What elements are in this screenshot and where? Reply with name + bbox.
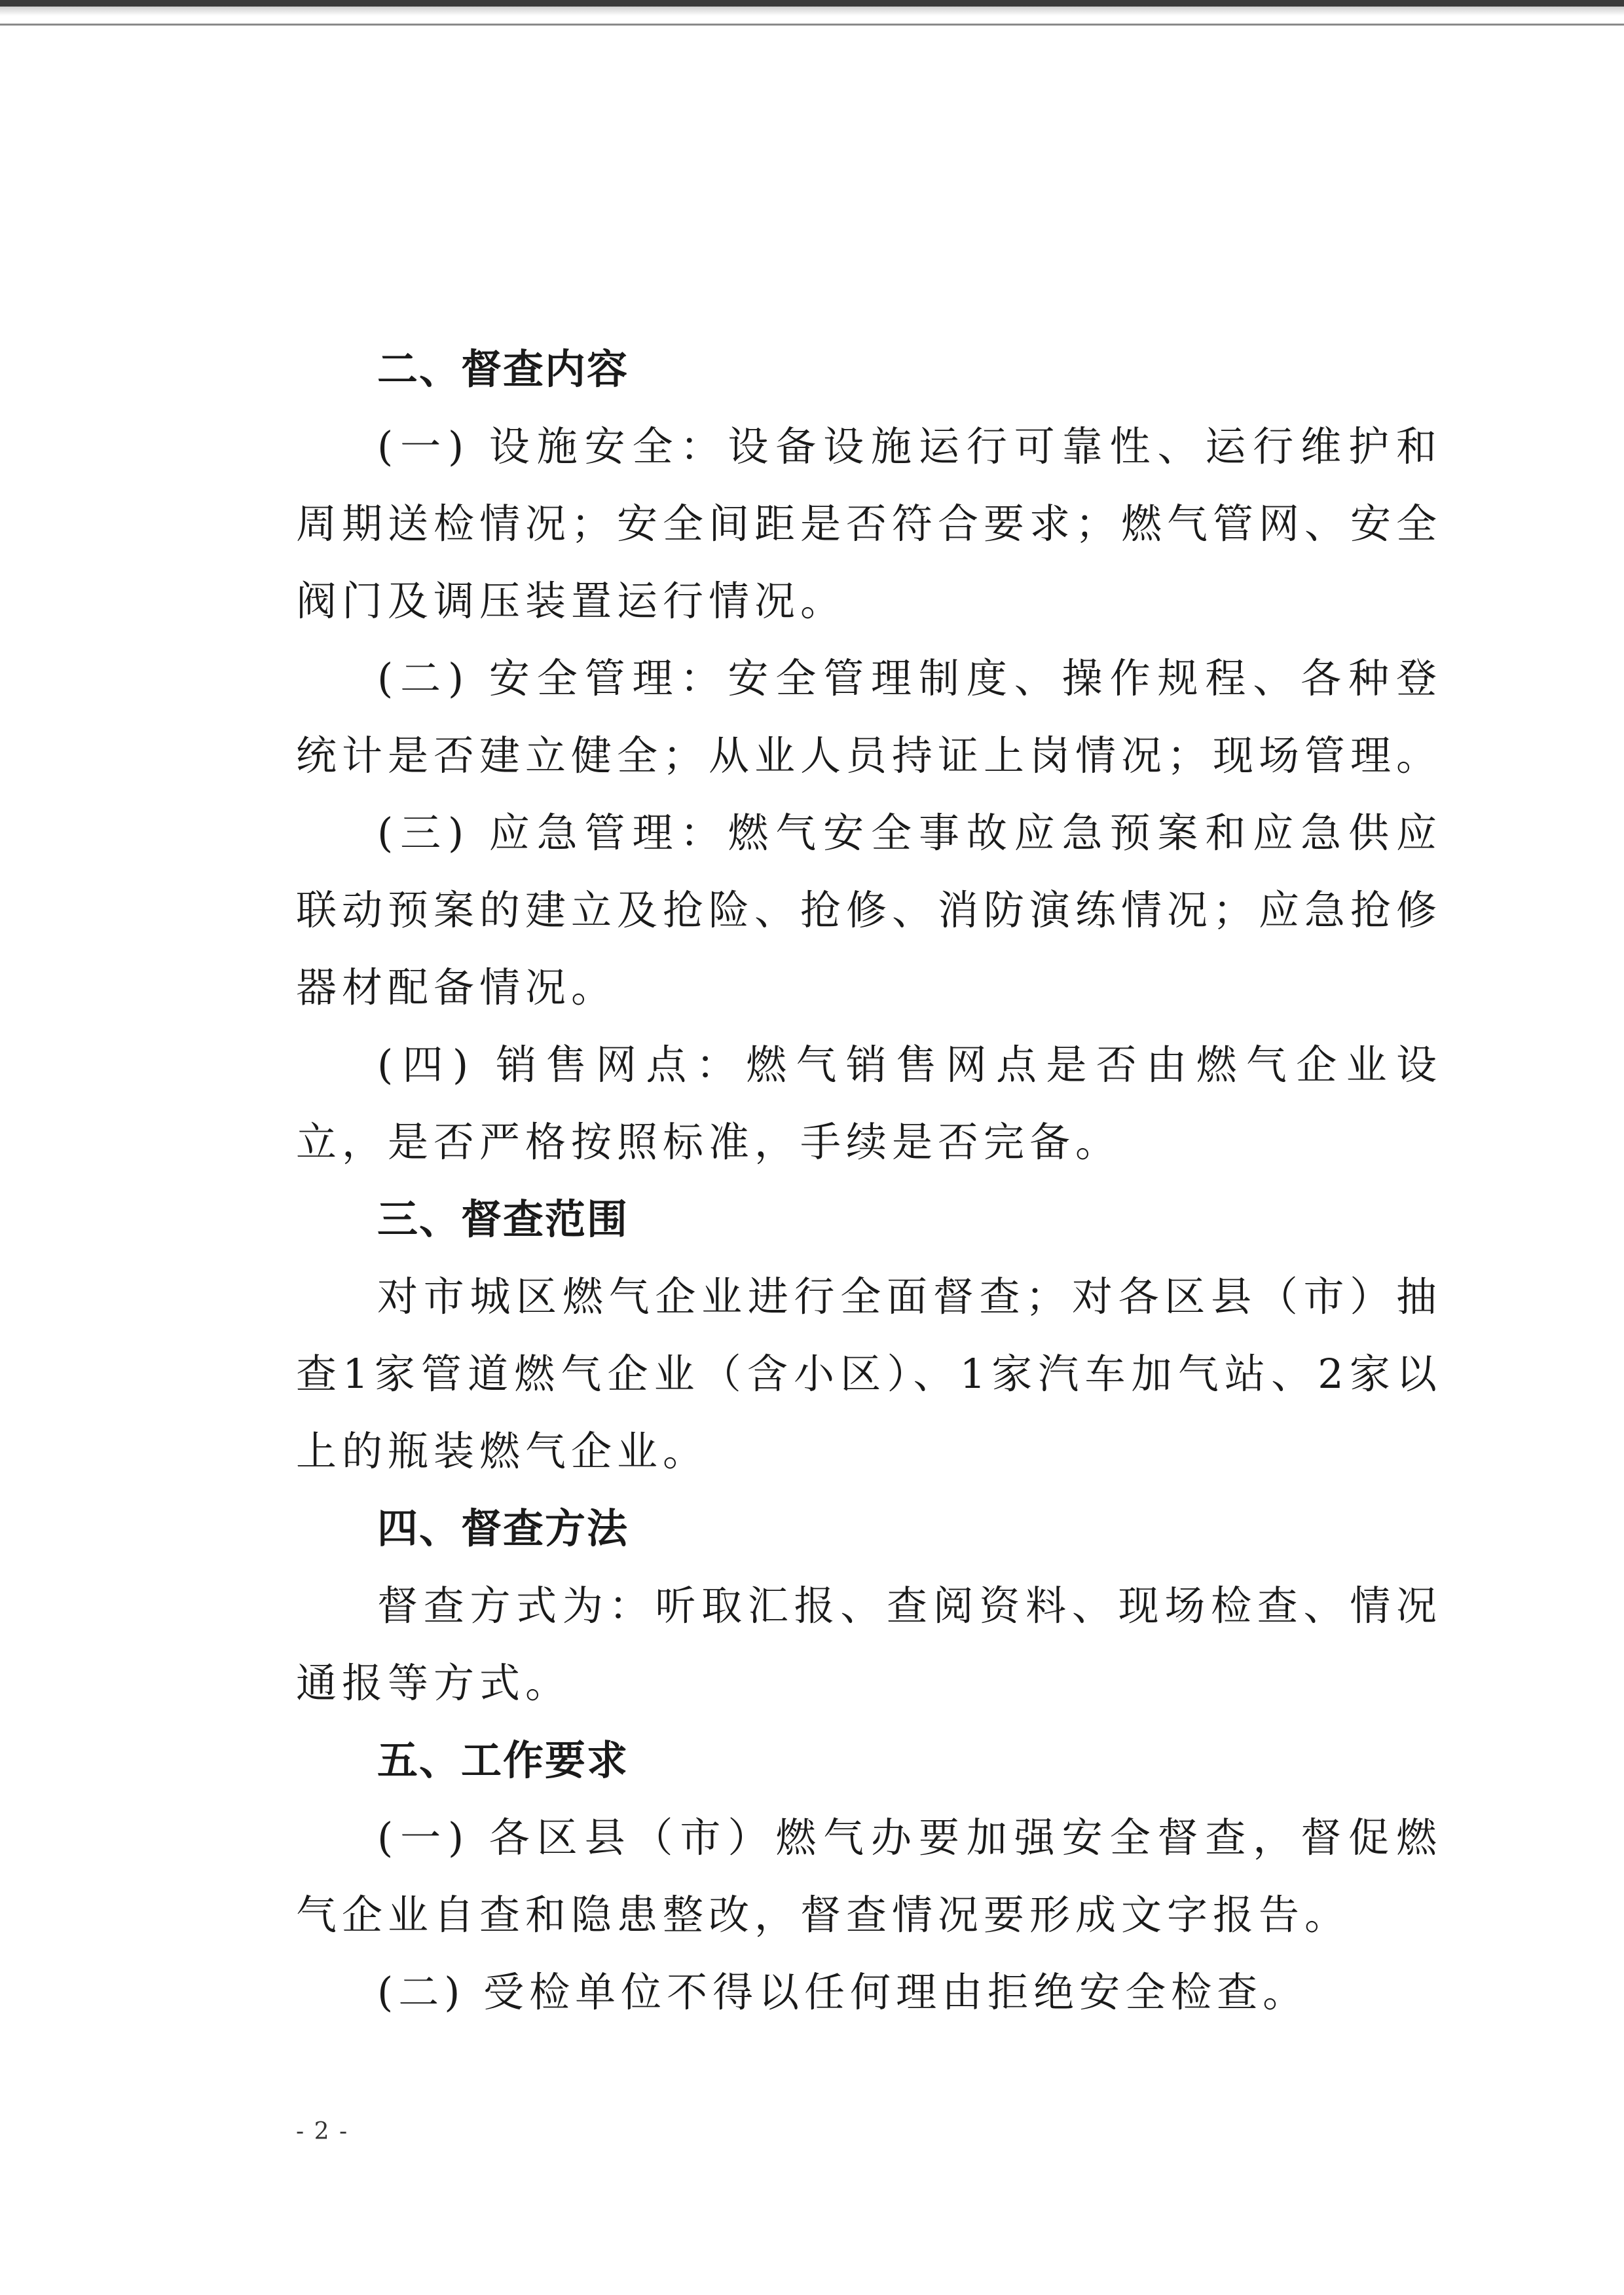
- section-supervision-content: [296, 331, 1442, 1181]
- section-supervision-scope: [296, 1181, 1442, 1490]
- page-number: - 2 -: [296, 2118, 349, 2145]
- paragraph-scope: 对市城区燃气企业进行全面督查；对各区县（市）抽查1家管道燃气企业（含小区）、1家汽车加气站、2家以上的瓶装燃气企业。: [296, 1273, 1442, 1475]
- section-heading: 二、督查内容: [377, 345, 629, 393]
- section-supervision-method: [296, 1490, 1442, 1722]
- section-heading: 三、督查范围: [377, 1195, 629, 1243]
- paragraph-method: 督查方式为：听取汇报、查阅资料、现场检查、情况通报等方式。: [296, 1582, 1442, 1707]
- paragraph-safety-management: (二) 安全管理：安全管理制度、操作规程、各种登统计是否建立健全；从业人员持证上岗情况；现场管理。: [296, 654, 1443, 779]
- scan-edge-dark-band: [0, 0, 1624, 7]
- section-heading: 五、工作要求: [377, 1736, 629, 1784]
- paragraph-sales-outlets: (四) 销售网点：燃气销售网点是否由燃气企业设立，是否严格按照标准，手续是否完备。: [296, 1041, 1442, 1166]
- scan-edge-rule: [0, 24, 1624, 26]
- scan-edge-shadow: [0, 7, 1624, 16]
- section-work-requirements: [296, 1722, 1442, 2031]
- paragraph-facility-safety: (一) 设施安全：设备设施运行可靠性、运行维护和周期送检情况；安全间距是否符合要求；燃气管网、安全阀门及调压装置运行情况。: [296, 422, 1443, 625]
- paragraph-requirement-1: (一) 各区县（市）燃气办要加强安全督查，督促燃气企业自查和隐患整改，督查情况要形成文字报告。: [296, 1814, 1442, 1939]
- paragraph-emergency-management: (三) 应急管理：燃气安全事故应急预案和应急供应联动预案的建立及抢险、抢修、消防演练情况；应急抢修器材配备情况。: [296, 809, 1443, 1011]
- section-heading: 四、督查方法: [377, 1504, 629, 1552]
- document-body: [296, 331, 1442, 2031]
- paragraph-requirement-2: (二) 受检单位不得以任何理由拒绝安全检查。: [377, 1968, 1309, 2016]
